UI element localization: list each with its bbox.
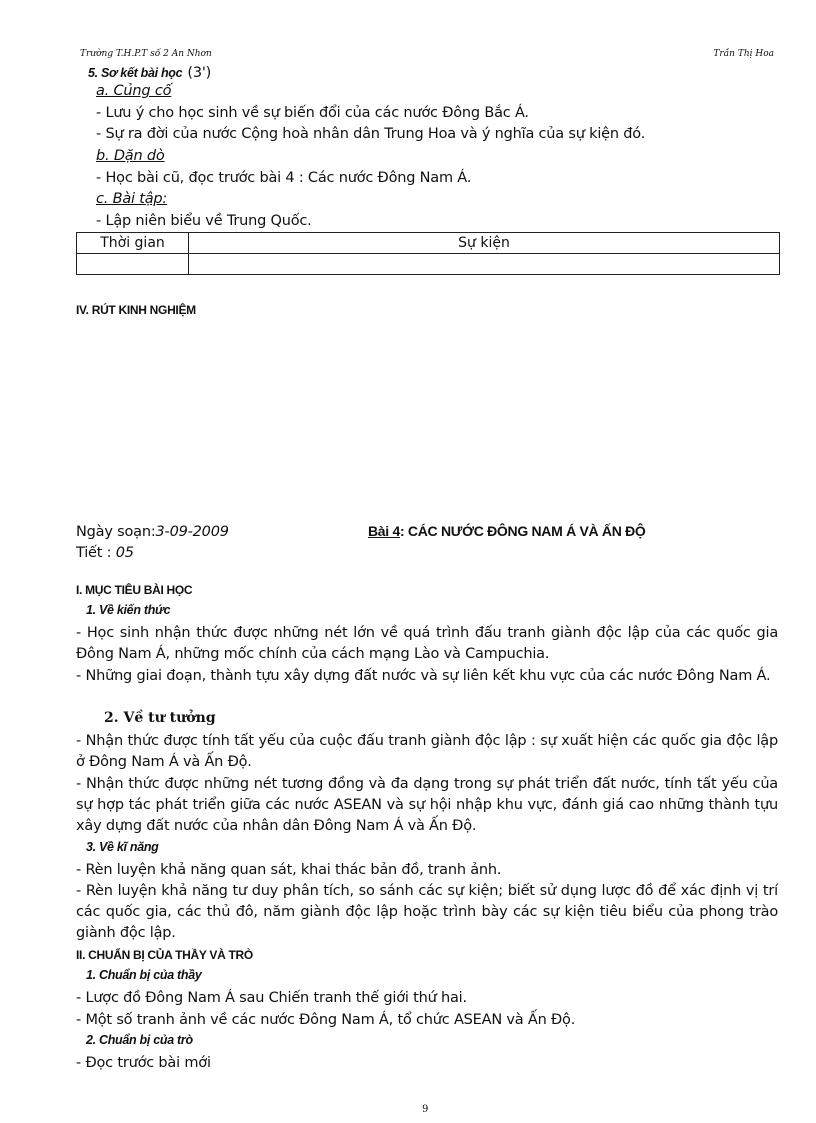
list-item: - Lập niên biểu về Trung Quốc. (96, 213, 312, 229)
consolidation-label: a. Củng cố (96, 83, 172, 99)
header-school: Trường T.H.P.T số 2 An Nhơn (80, 49, 212, 59)
lesson-title (368, 523, 646, 539)
summary-heading (88, 62, 211, 81)
paragraph: - Nhận thức được những nét tương đồng và đa dạng trong sự phát triển đất nước, tính tất yếu của sự hợp tác phát triển giữa các nước ASEAN và sự hội nhập khu vực, đánh giá cao những thành tựu xây dựng đất nước của nhân dân Đông Nam Á và Ấn Độ. (76, 776, 778, 834)
experience-heading: IV. RÚT KINH NGHIỆM (76, 303, 196, 317)
period-label: Tiết : (76, 545, 112, 561)
paragraph: - Học sinh nhận thức được những nét lớn về quá trình đấu tranh giành độc lập của các quốc gia Đông Nam Á, những mốc chính của cách mạng Lào và Campuchia. (76, 625, 778, 662)
period (76, 545, 134, 561)
preparation-heading: II. CHUẨN BỊ CỦA THẦY VÀ TRÒ (76, 948, 253, 962)
page-number: 9 (422, 1104, 429, 1115)
homework-label: b. Dặn dò (96, 148, 165, 164)
table-row (77, 254, 780, 275)
summary-heading-text: 5. Sơ kết bài học (88, 66, 183, 80)
table-row (77, 233, 780, 254)
paragraph: - Đọc trước bài mới (76, 1055, 211, 1071)
paragraph: - Những giai đoạn, thành tựu xây dựng đất nước và sự liên kết khu vực của các nước Đông Nam Á. (76, 668, 771, 684)
period-value: 05 (115, 545, 134, 561)
list-item: - Học bài cũ, đọc trước bài 4 : Các nước Đông Nam Á. (96, 170, 472, 186)
exercise-label: c. Bài tập: (96, 191, 168, 207)
preparation-date (76, 524, 229, 540)
skills-heading: 3. Về kĩ năng (86, 840, 159, 854)
lesson-title-prefix: Bài 4 (368, 523, 400, 539)
ideology-heading: 2. Về tư tưởng (104, 710, 216, 726)
paragraph: - Một số tranh ảnh về các nước Đông Nam Á, tổ chức ASEAN và Ấn Độ. (76, 1012, 576, 1028)
table-cell (77, 254, 189, 275)
header-author: Trần Thị Hoa (713, 49, 774, 59)
list-item: - Sự ra đời của nước Cộng hoà nhân dân Trung Hoa và ý nghĩa của sự kiện đó. (96, 126, 646, 142)
student-preparation-heading: 2. Chuẩn bị của trò (86, 1033, 193, 1047)
knowledge-heading: 1. Về kiến thức (86, 603, 171, 617)
chronology-table (76, 232, 780, 275)
table-cell (189, 254, 780, 275)
paragraph: - Rèn luyện khả năng quan sát, khai thác bản đồ, tranh ảnh. (76, 862, 502, 878)
date-value: 3-09-2009 (155, 524, 229, 540)
table-header-time: Thời gian (77, 233, 189, 254)
paragraph: - Lược đồ Đông Nam Á sau Chiến tranh thế giới thứ hai. (76, 990, 467, 1006)
list-item: - Lưu ý cho học sinh về sự biến đổi của các nước Đông Bắc Á. (96, 105, 529, 121)
summary-heading-time: (3') (187, 65, 212, 81)
paragraph: - Rèn luyện khả năng tư duy phân tích, so sánh các sự kiện; biết sử dụng lược đồ để xác định vị trí các quốc gia, các thủ đô, năm giành độc lập hoặc trình bày các sự kiện tiêu biểu của phong trào giành độc lập. (76, 883, 778, 941)
date-label: Ngày soạn: (76, 524, 156, 540)
paragraph: - Nhận thức được tính tất yếu của cuộc đấu tranh giành độc lập : sự xuất hiện các quốc gia độc lập ở Đông Nam Á và Ấn Độ. (76, 733, 778, 770)
objectives-heading: I. MỤC TIÊU BÀI HỌC (76, 583, 193, 597)
teacher-preparation-heading: 1. Chuẩn bị của thầy (86, 968, 202, 982)
table-header-event: Sự kiện (189, 233, 780, 254)
lesson-title-rest: : CÁC NƯỚC ĐÔNG NAM Á VÀ ẤN ĐỘ (399, 523, 646, 539)
